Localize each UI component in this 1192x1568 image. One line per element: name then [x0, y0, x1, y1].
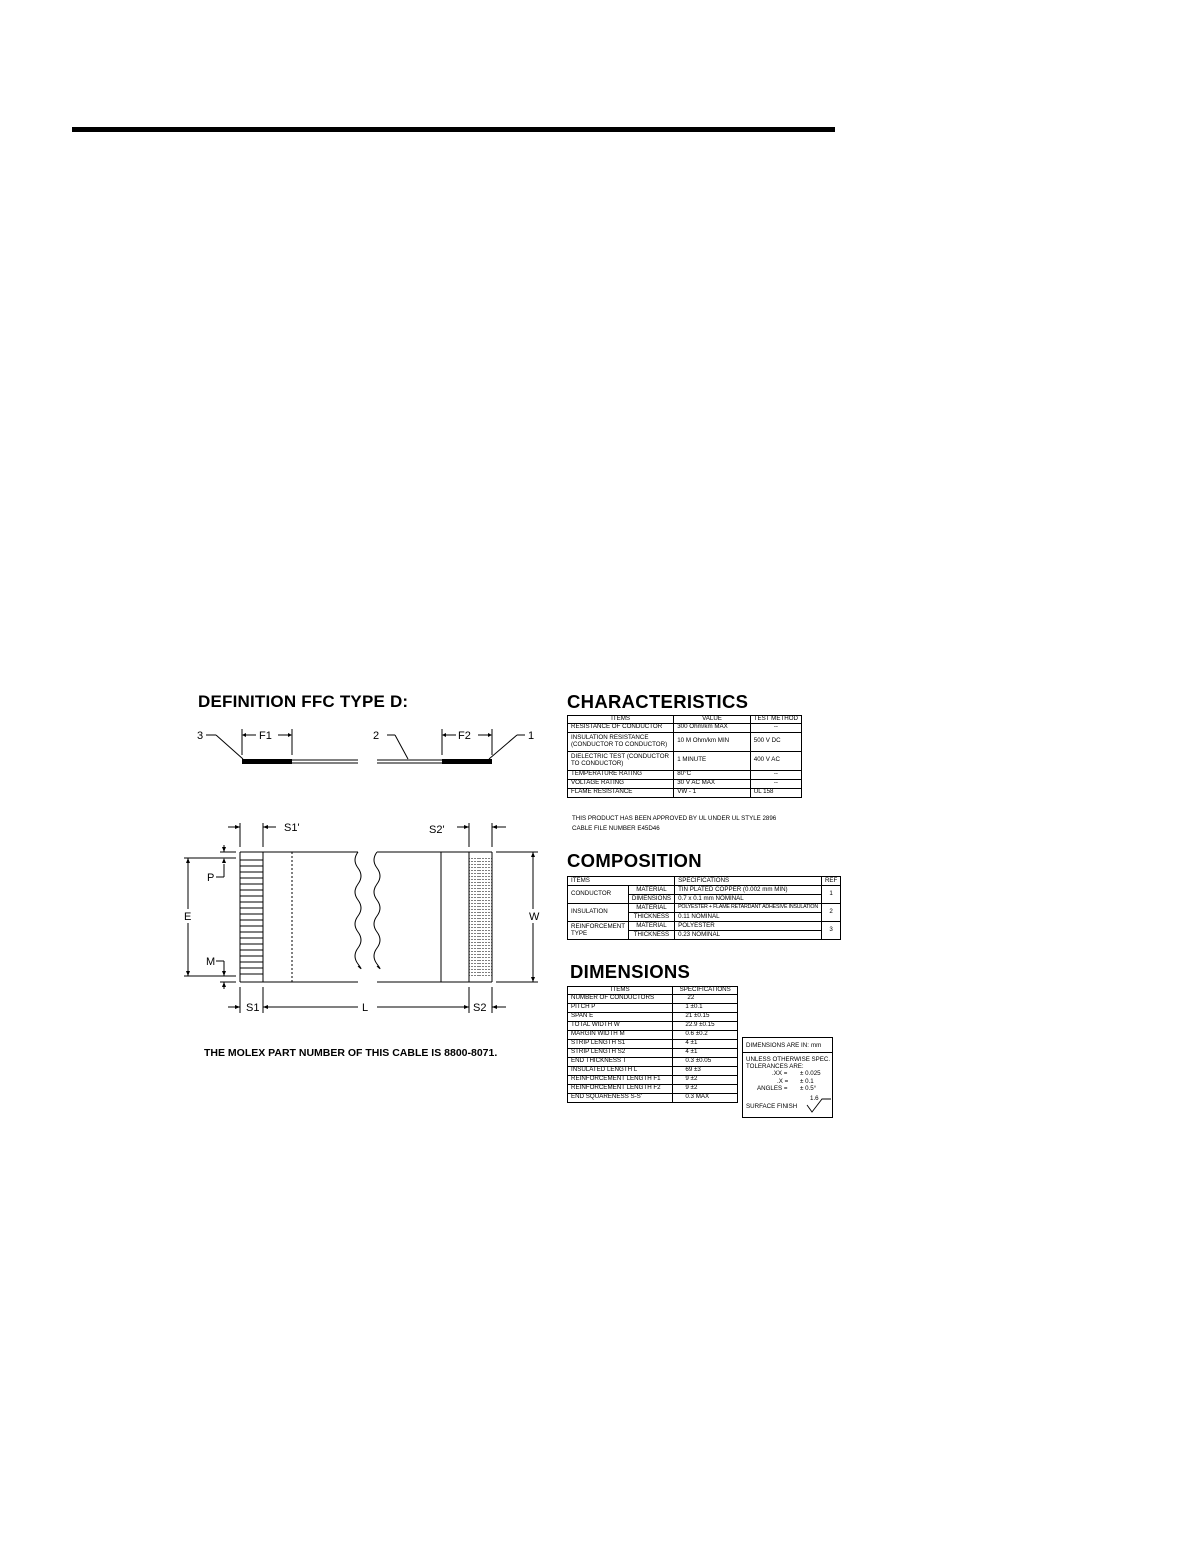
cable-file-number-note: CABLE FILE NUMBER E45D46 [572, 825, 660, 832]
cell-value: 10 M Ohm/km MIN [674, 732, 751, 751]
cell-spec: 0.7 x 0.1 mm NOMINAL [675, 895, 822, 904]
dimensions-title: DIMENSIONS [570, 961, 691, 982]
table-row [568, 1030, 738, 1039]
col-header-items: ITEMS [568, 716, 674, 724]
cell-subitem: DIMENSIONS [628, 895, 674, 904]
ref-2-label: 2 [373, 730, 380, 742]
cell-item: REINFORCEMENT LENGTH F1 [568, 1075, 673, 1084]
cell-spec: TIN PLATED COPPER (0.002 mm MIN) [675, 886, 822, 895]
part-number-note: THE MOLEX PART NUMBER OF THIS CABLE IS 8800-8071. [204, 1047, 498, 1059]
xx-label: .XX = [772, 1070, 788, 1077]
tolerance-line-2: TOLERANCES ARE: [746, 1063, 804, 1070]
e-label: E [184, 911, 192, 923]
table-row [568, 723, 802, 732]
cell-item: NUMBER OF CONDUCTORS [568, 994, 673, 1003]
cell-item: END SQUARENESS S-S' [568, 1093, 673, 1102]
cell-item: END THICKNESS T [568, 1057, 673, 1066]
cell-spec: 0.3 ±0.05 [673, 1057, 738, 1066]
cell-spec: 0.6 ±0.2 [673, 1030, 738, 1039]
ffc-side-view-drawing [180, 715, 550, 775]
cell-item: MARGIN WIDTH M [568, 1030, 673, 1039]
table-row [568, 1057, 738, 1066]
cell-value: VW - 1 [674, 788, 751, 797]
table-row [568, 922, 841, 931]
cell-item: STRIP LENGTH S1 [568, 1039, 673, 1048]
cell-spec: 4 ±1 [673, 1048, 738, 1057]
definition-title: DEFINITION FFC TYPE D: [198, 692, 409, 711]
cell-method: -- [750, 770, 801, 779]
cell-spec: 0.11 NOMINAL [675, 913, 822, 922]
cell-spec: POLYESTER + FLAME RETARDANT ADHESIVE INSULATION [675, 904, 822, 913]
surface-finish-value: 1.6 [810, 1095, 819, 1102]
table-row [568, 732, 802, 751]
cell-item-reinforcement: REINFORCEMENT TYPE [568, 922, 629, 940]
cell-ref: 1 [821, 886, 840, 904]
cell-subitem: MATERIAL [628, 886, 674, 895]
cell-method: UL 158 [750, 788, 801, 797]
table-row [568, 1003, 738, 1012]
cell-spec: POLYESTER [675, 922, 822, 931]
cell-ref: 3 [821, 922, 840, 940]
composition-title: COMPOSITION [567, 850, 702, 871]
cell-item: INSULATED LENGTH L [568, 1066, 673, 1075]
ffc-top-view-drawing [180, 815, 550, 1020]
surface-finish-icon [806, 1098, 832, 1114]
table-row [568, 1048, 738, 1057]
cell-spec: 69 ±3 [673, 1066, 738, 1075]
cell-subitem: MATERIAL [628, 904, 674, 913]
f2-label: F2 [458, 730, 471, 742]
col-header-items: ITEMS [568, 987, 673, 995]
surface-finish-label: SURFACE FINISH [746, 1103, 798, 1110]
col-header-specifications: SPECIFICATIONS [673, 987, 738, 995]
cell-spec: 21 ±0.15 [673, 1012, 738, 1021]
table-row [568, 788, 802, 797]
cell-spec: 22.9 ±0.15 [673, 1021, 738, 1030]
cell-item: PITCH P [568, 1003, 673, 1012]
w-label: W [529, 911, 540, 923]
cell-item: REINFORCEMENT LENGTH F2 [568, 1084, 673, 1093]
characteristics-table [567, 715, 802, 798]
cell-ref: 2 [821, 904, 840, 922]
table-row [568, 1075, 738, 1084]
cell-subitem: MATERIAL [628, 922, 674, 931]
table-row [568, 1012, 738, 1021]
cell-item: INSULATION RESISTANCE (CONDUCTOR TO CONDUCTOR) [568, 732, 674, 751]
cell-spec: 4 ±1 [673, 1039, 738, 1048]
table-header-row [568, 877, 841, 886]
cell-spec: 9 ±2 [673, 1075, 738, 1084]
table-row [568, 904, 841, 913]
cell-item: TOTAL WIDTH W [568, 1021, 673, 1030]
col-header-specifications: SPECIFICATIONS [675, 877, 822, 886]
cell-spec: 22 [673, 994, 738, 1003]
table-row [568, 751, 802, 770]
cell-item: FLAME RESISTANCE [568, 788, 674, 797]
table-row [568, 994, 738, 1003]
tolerance-line-1: UNLESS OTHERWISE SPEC. [746, 1056, 831, 1063]
header-rule [72, 127, 835, 132]
angles-label: ANGLES = [757, 1085, 788, 1092]
cell-spec: 0.3 MAX [673, 1093, 738, 1102]
cell-spec: 9 ±2 [673, 1084, 738, 1093]
m-label: M [206, 956, 216, 968]
angles-value: ± 0.5° [800, 1085, 817, 1092]
table-row [568, 779, 802, 788]
cell-value: 1 MINUTE [674, 751, 751, 770]
p-label: P [207, 872, 215, 884]
table-row [568, 1066, 738, 1075]
cell-item-insulation: INSULATION [568, 904, 629, 922]
table-header-row [568, 716, 802, 724]
cell-item: RESISTANCE OF CONDUCTOR [568, 723, 674, 732]
cell-item-conductor: CONDUCTOR [568, 886, 629, 904]
cell-value: 80°C [674, 770, 751, 779]
units-label: DIMENSIONS ARE IN: [746, 1042, 809, 1049]
table-row [568, 1039, 738, 1048]
cell-spec: 0.23 NOMINAL [675, 931, 822, 940]
col-header-test-method: TEST METHOD [750, 716, 801, 724]
col-header-items: ITEMS [568, 877, 675, 886]
cell-item: VOLTAGE RATING [568, 779, 674, 788]
dimensions-table [567, 986, 738, 1103]
cell-value: 300 Ohm/km MAX [674, 723, 751, 732]
cell-subitem: THICKNESS [628, 913, 674, 922]
cell-subitem: THICKNESS [628, 931, 674, 940]
table-header-row [568, 987, 738, 995]
f1-label: F1 [259, 730, 272, 742]
cell-method: 500 V DC [750, 732, 801, 751]
s1-label: S1 [246, 1002, 260, 1014]
s2-prime-label: S2' [429, 824, 445, 836]
cell-method: 400 V AC [750, 751, 801, 770]
col-header-value: VALUE [674, 716, 751, 724]
cell-item: TEMPERATURE RATING [568, 770, 674, 779]
x-value: ± 0.1 [800, 1078, 814, 1085]
ref-3-label: 3 [197, 730, 204, 742]
cell-item: DIELECTRIC TEST (CONDUCTOR TO CONDUCTOR) [568, 751, 674, 770]
x-label: .X = [777, 1078, 789, 1085]
units-value: mm [811, 1042, 822, 1049]
tolerance-box [742, 1037, 833, 1118]
ref-1-label: 1 [528, 730, 535, 742]
cell-item: STRIP LENGTH S2 [568, 1048, 673, 1057]
l-label: L [362, 1002, 369, 1014]
cell-value: 30 V AC MAX [674, 779, 751, 788]
table-row [568, 770, 802, 779]
tolerance-divider [743, 1052, 832, 1053]
table-row [568, 886, 841, 895]
table-row [568, 1093, 738, 1102]
col-header-ref: REF [821, 877, 840, 886]
table-row [568, 1084, 738, 1093]
cell-method: -- [750, 779, 801, 788]
composition-table [567, 876, 841, 940]
cell-method: -- [750, 723, 801, 732]
xx-value: ± 0.025 [800, 1070, 821, 1077]
ul-approval-note: THIS PRODUCT HAS BEEN APPROVED BY UL UNDER UL STYLE 2896 [572, 815, 777, 822]
table-row [568, 1021, 738, 1030]
cell-item: SPAN E [568, 1012, 673, 1021]
characteristics-title: CHARACTERISTICS [567, 691, 749, 712]
cell-spec: 1 ±0.1 [673, 1003, 738, 1012]
s2-label: S2 [473, 1002, 487, 1014]
s1-prime-label: S1' [284, 822, 300, 834]
